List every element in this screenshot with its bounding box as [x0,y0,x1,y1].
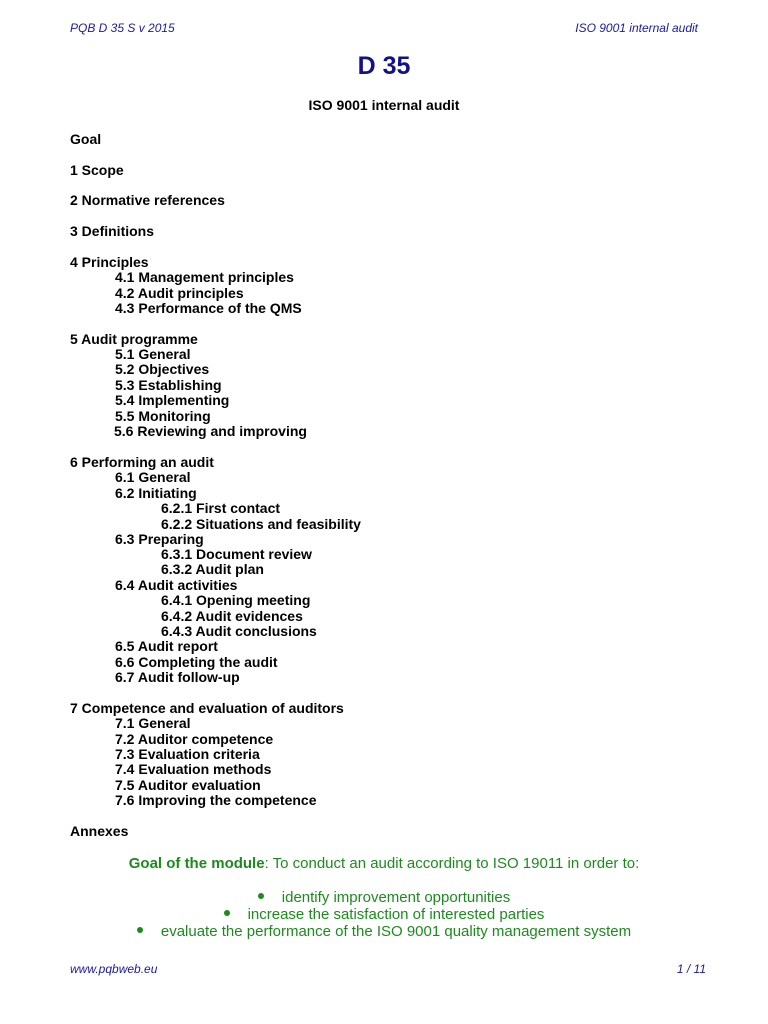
toc-entry: 5.2 Objectives [115,361,210,377]
toc-entry: Goal [70,131,102,147]
toc-entry: 7.2 Auditor competence [115,731,274,747]
toc-entry: 5.1 General [115,346,191,362]
toc-entry: 1 Scope [70,162,124,178]
toc-entry: 5 Audit programme [70,331,198,347]
bullet-icon [224,910,230,916]
toc-entry: 5.6 Reviewing and improving [114,423,307,439]
document-subtitle: ISO 9001 internal audit [308,97,460,113]
bullet-icon [258,893,264,899]
toc-entry: 7.3 Evaluation criteria [115,746,260,762]
toc-entry: 6.4.2 Audit evidences [161,608,303,624]
goal-bullet-text: identify improvement opportunities [281,889,511,906]
goal-bullet [0,889,768,906]
goal-bullet [0,923,768,940]
toc-entry: 2 Normative references [70,192,225,208]
toc-entry: 6.4.3 Audit conclusions [161,623,317,639]
module-goal-text: : To conduct an audit according to ISO 19011 in order to: [264,855,640,872]
toc-entry: 5.3 Establishing [115,377,222,393]
toc-entry: 6 Performing an audit [70,454,214,470]
toc-entry: 6.4.1 Opening meeting [161,592,311,608]
toc-entry: 4.2 Audit principles [115,285,244,301]
toc-entry: 7 Competence and evaluation of auditors [70,700,344,716]
toc-entry: 5.5 Monitoring [115,408,211,424]
toc-entry: 4.3 Performance of the QMS [115,300,302,316]
toc-entry: 5.4 Implementing [115,392,230,408]
toc-entry: 6.6 Completing the audit [115,654,278,670]
toc-entry: 3 Definitions [70,223,155,239]
toc-entry: 6.2.1 First contact [161,500,281,516]
toc-entry: 6.3.1 Document review [161,546,312,562]
footer-page-number: 1 / 11 [676,962,706,976]
header-doc-code: PQB D 35 S v 2015 [70,21,175,35]
footer-website-link[interactable]: www.pqbweb.eu [70,962,158,976]
toc-entry: 7.1 General [115,715,191,731]
toc-entry: 7.5 Auditor evaluation [115,777,261,793]
toc-entry: 6.3.2 Audit plan [161,561,264,577]
toc-entry: 6.5 Audit report [115,638,218,654]
bullet-icon [137,927,143,933]
toc-entry: 6.4 Audit activities [115,577,238,593]
goal-bullet [0,906,768,923]
toc-entry: 7.6 Improving the competence [115,792,317,808]
toc-entry: Annexes [70,823,129,839]
toc-entry: 6.2 Initiating [115,485,197,501]
toc-entry: 6.7 Audit follow-up [115,669,240,685]
module-goal-label: Goal of the module [128,855,265,872]
toc-entry: 4.1 Management principles [115,269,294,285]
toc-entry: 7.4 Evaluation methods [115,761,272,777]
header-doc-title: ISO 9001 internal audit [575,21,698,35]
module-goal [0,855,768,872]
document-title: D 35 [357,52,411,80]
toc-entry: 6.3 Preparing [115,531,204,547]
toc-entry: 4 Principles [70,254,149,270]
goal-bullet-text: evaluate the performance of the ISO 9001 quality management system [160,923,632,940]
toc-entry: 6.2.2 Situations and feasibility [161,516,361,532]
toc-entry: 6.1 General [115,469,191,485]
goal-bullet-text: increase the satisfaction of interested parties [247,906,545,923]
